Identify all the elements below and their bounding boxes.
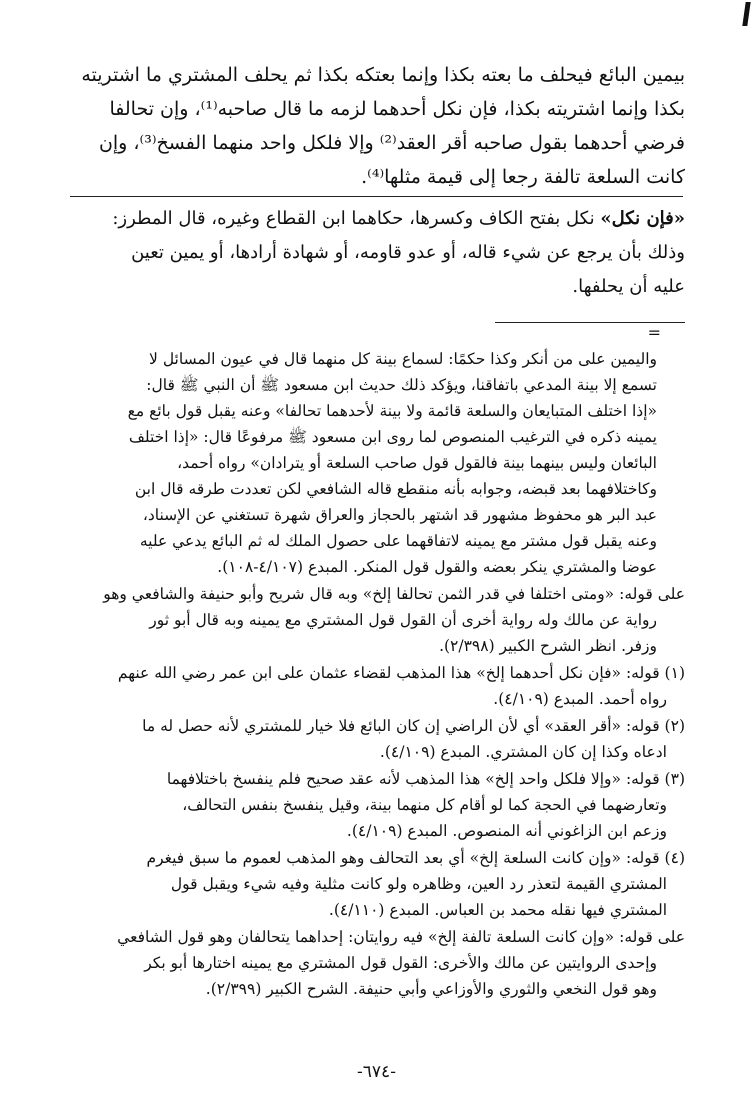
footnote-continued: [66, 346, 685, 580]
footnote-line: رواية عن مالك وله رواية أخرى أن القول قول المشتري مع يمينه وبه قال أبو ثور: [149, 611, 657, 629]
footnotes: [66, 346, 685, 1003]
footnote-line: البائعان وليس بينهما بينة فالقول قول صاحب السلعة أو يترادان» رواه أحمد،: [177, 454, 657, 472]
footnote-line: (١) قوله: «فإن نكل أحدهما إلخ» هذا المذهب لقضاء عثمان على ابن عمر رضي الله عنهم: [117, 664, 685, 682]
corner-mark: [742, 2, 750, 26]
footnote-line: رواه أحمد. المبدع (٤/١٠٩).: [493, 690, 667, 708]
footnote-line: واليمين على من أنكر وكذا حكمًا: لسماع بينة كل منهما قال في عيون المسائل لا: [149, 350, 657, 368]
main-text-divider: [70, 196, 683, 197]
footnote-line: (٤) قوله: «وإن كانت السلعة إلخ» أي بعد التحالف وهو المذهب لعموم ما سبق فيغرم: [146, 849, 685, 867]
commentary-lead-term: «فإن نكل»: [600, 208, 685, 229]
footnote-line: على قوله: «وإن كانت السلعة تالفة إلخ» فيه روايتان: إحداهما يتحالفان وهو قول الشافعي: [117, 928, 685, 946]
footnote-1: [66, 660, 685, 712]
commentary: [70, 202, 685, 304]
footnote-2: [66, 713, 685, 765]
footnote-line: وكاختلافهما بعد قبضه، وجوابه بأنه منقطع قاله الشافعي لكن تعددت طرقه قال ابن: [134, 480, 657, 498]
continuation-mark: =: [647, 323, 661, 342]
footnote-line: وزعم ابن الزاغوني أنه المنصوص. المبدع (٤/١٠٩).: [346, 822, 667, 840]
footnote-3: [66, 766, 685, 844]
footnote-line: عبد البر هو محفوظ مشهور قد اشتهر بالحجاز والعراق شهرة تستغني عن الإسناد،: [142, 506, 657, 524]
main-text-line: بيمين البائع فيحلف ما بعته بكذا وإنما بعتكه بكذا ثم يحلف المشتري ما اشتريته: [81, 64, 685, 86]
main-text-line: كانت السلعة تالفة رجعا إلى قيمة مثلها⁽⁴⁾.: [361, 166, 685, 188]
footnote-line: المشتري القيمة لتعذر رد العين، وظاهره ولو كانت مثلية وفيه شيء ويقبل قول: [170, 875, 667, 893]
commentary-line: [70, 202, 685, 236]
commentary-line: وذلك بأن يرجع عن شيء قاله، أو عدو قاومه، أو شهادة أرادها، أو يمين تعين: [131, 242, 685, 263]
footnote-4: [66, 845, 685, 923]
footnote-line: «إذا اختلف المتبايعان والسلعة قائمة ولا بينة لأحدهما تحالفا» وعنه يقبل قول بائع مع: [127, 402, 657, 420]
footnote-line: ادعاه وكذا إن كان المشتري. المبدع (٤/١٠٩).: [379, 743, 667, 761]
commentary-line: عليه أن يحلفها.: [572, 276, 685, 297]
footnote-line: عوضا والمشتري ينكر بعضه والقول قول المنكر. المبدع (٤/١٠٧-١٠٨).: [217, 558, 657, 576]
footnote-line: تسمع إلا بينة المدعي باتفاقنا، ويؤكد ذلك حديث ابن مسعود ﷺ أن النبي ﷺ قال:: [146, 376, 657, 394]
footnote-line: (٢) قوله: «أقر العقد» أي لأن الراضي إن كان البائع فلا خيار للمشتري لأنه حصل له ما: [142, 717, 685, 735]
footnote-line: وعنه يقبل قول مشتر مع يمينه لاتفاقهما على حصول الملك له ثم البائع يدعي عليه: [139, 532, 657, 550]
footnote-line: يمينه ذكره في الترغيب المنصوص لما روى ابن مسعود ﷺ مرفوعًا قال: «إذا اختلف: [128, 428, 657, 446]
main-text-line: بكذا وإنما اشتريته بكذا، فإن نكل أحدهما لزمه ما قال صاحبه⁽¹⁾، وإن تحالفا: [109, 98, 685, 120]
main-text: [70, 58, 685, 194]
footnote-ala-qawlihi-2: [66, 924, 685, 1002]
footnote-ala-qawlihi-1: [66, 581, 685, 659]
footnote-line: وإحدى الروايتين عن مالك والأخرى: القول قول المشتري مع يمينه اختارها أبو بكر: [144, 954, 657, 972]
footnote-line: وهو قول النخعي والثوري والأوزاعي وأبي حنيفة. الشرح الكبير (٢/٣٩٩).: [205, 980, 657, 998]
footnote-line: (٣) قوله: «وإلا فلكل واحد إلخ» هذا المذهب لأنه عقد صحيح فلم ينفسخ باختلافهما: [166, 770, 685, 788]
page-number: -٦٧٤-: [357, 1062, 396, 1082]
footnote-line: على قوله: «ومتى اختلفا في قدر الثمن تحالفا إلخ» وبه قال شريح وأبو حنيفة والشافعي وهو: [103, 585, 685, 603]
footnote-line: وزفر. انظر الشرح الكبير (٢/٣٩٨).: [439, 637, 657, 655]
main-text-line: فرضي أحدهما بقول صاحبه أقر العقد⁽²⁾ وإلا فلكل واحد منهما الفسخ⁽³⁾، وإن: [98, 132, 685, 154]
commentary-text: نكل بفتح الكاف وكسرها، حكاهما ابن القطاع وغيره، قال المطرز:: [112, 208, 601, 229]
footnote-line: وتعارضهما في الحجة كما لو أقام كل منهما بينة، وقيل ينفسخ بنفس التحالف،: [182, 796, 667, 814]
footnote-line: المشتري فيها نقله محمد بن العباس. المبدع (٤/١١٠).: [328, 901, 667, 919]
